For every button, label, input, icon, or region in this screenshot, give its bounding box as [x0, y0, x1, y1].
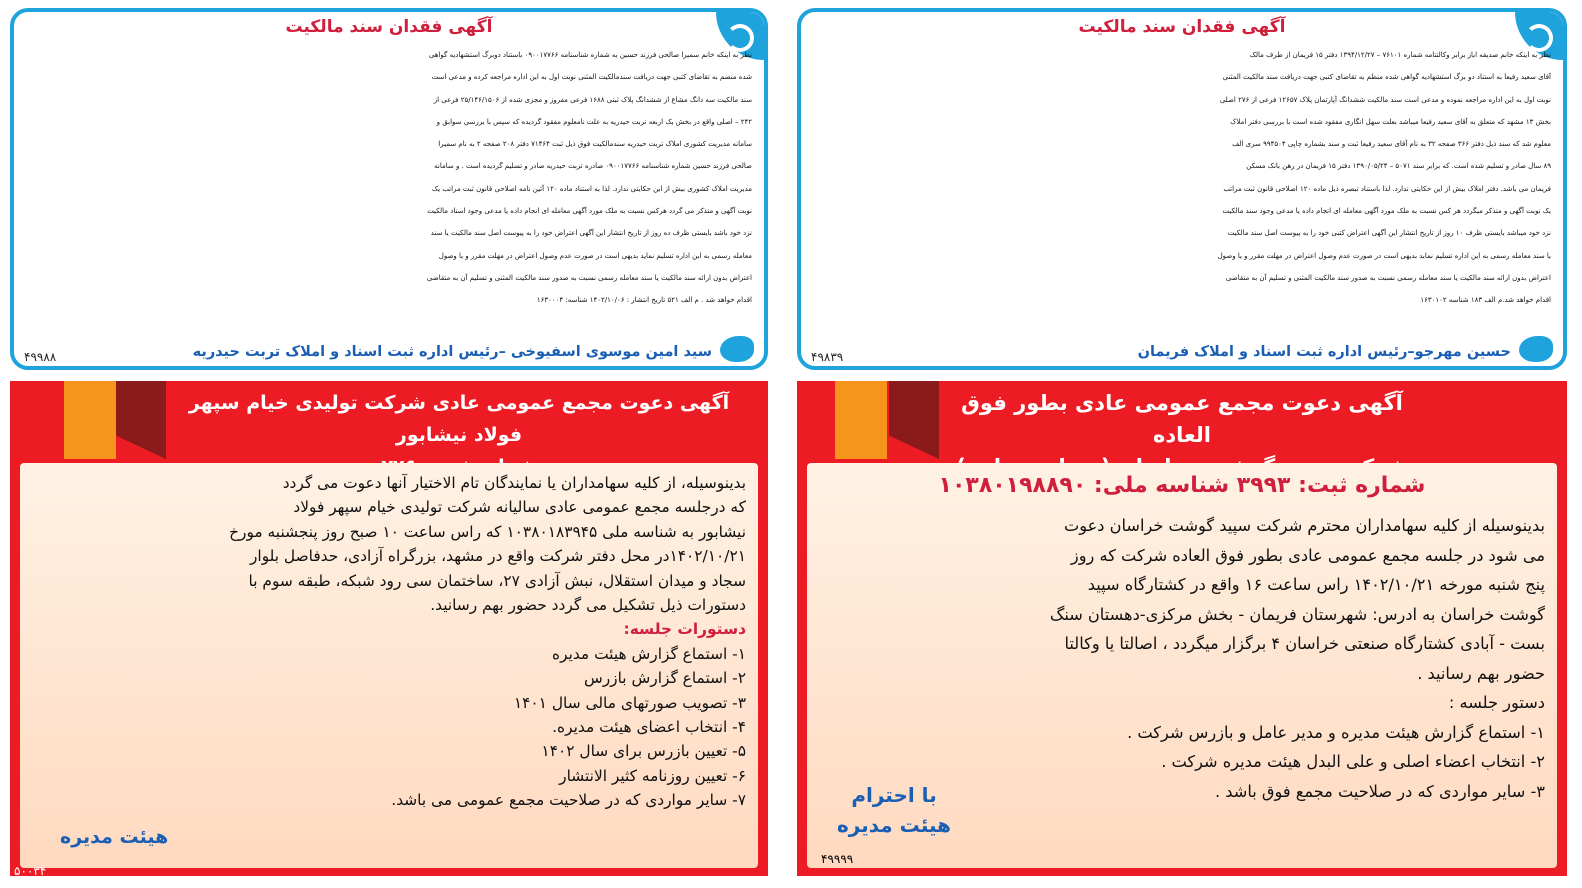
- notice-line: اعتراض بدون ارائه سند مالکیت یا سند معامله رسمی نسبت به صدور سند مالکیت المثنی و تسلیم آن به متقاضی: [426, 273, 752, 282]
- notice-line: شده منضم به تقاضای کتبی جهت دریافت سندمالکیت المثنی نوبت اول به این اداره مراجعه کرده و مدعی است: [431, 73, 752, 82]
- notice-line: نزد خود باشد بایستی ظرف ده روز از تاریخ انتشار این آگهی اعتراض خود را به پیوست اصل سند مالکیت یا سند: [430, 229, 752, 238]
- ad-code: ۴۹۸۳۹: [811, 350, 844, 364]
- agenda-item: ۷- سایر مواردی که در صلاحیت مجمع عمومی می باشد.: [391, 791, 746, 810]
- notice-body: [26, 44, 752, 312]
- notice-line: دستورات ذیل تشکیل می گردد حضور بهم رسانید.: [430, 596, 746, 615]
- notice-line: بست - آبادی کشتارگاه صنعتی خراسان ۴ برگزار میگردد ، اصالتا یا وکالتا: [1064, 634, 1545, 653]
- notice-line: صالحی فرزند حسین شماره شناسنامه ۰۹۰۰۱۷۷۶۶ صادره تربت حیدریه صادر و تسلیم گردیده است . و سامانه: [434, 162, 752, 171]
- notice-footer: [801, 328, 1563, 366]
- ribbon-orange: [64, 381, 116, 459]
- notice-footer: [14, 328, 764, 366]
- notice-body: [1050, 511, 1545, 806]
- notice-body: [813, 44, 1551, 312]
- agenda-title: دستور جلسه :: [1448, 693, 1545, 712]
- notice-line: حضور بهم رسانید .: [1417, 663, 1545, 683]
- wave-icon: [1519, 336, 1553, 362]
- notice-panel: [20, 463, 758, 868]
- signature: حسین مهرجو–رئیس اداره ثبت اسناد و املاک فریمان: [1137, 344, 1511, 360]
- signature: سید امین موسوی اسفیوخی –رئیس اداره ثبت اسناد و املاک تربت حیدریه: [192, 344, 712, 360]
- agenda-item: ۶- تعیین روزنامه کثیر الانتشار: [559, 766, 746, 785]
- notice-line: ۱۴۰۲/۱۰/۲۱در محل دفتر شرکت واقع در مشهد، بزرگراه آزادی، حدفاصل بلوار: [249, 547, 746, 566]
- ribbon-dark: [116, 381, 166, 459]
- agenda-title: دستورات جلسه:: [623, 620, 746, 639]
- registration-line: شماره ثبت: ۳۹۹۳ شناسه ملی: ۱۰۳۸۰۱۹۸۸۹۰: [938, 473, 1426, 498]
- signoff: هیئت مدیره: [60, 826, 169, 848]
- notice-line: نوبت اول به این اداره مراجعه نموده و مدعی است سند مالکیت ششدانگ آپارتمان پلاک ۱۲۶۵۷ فرعی از ۲۷۶ اصلی: [1219, 95, 1551, 104]
- agenda-item: ۳- سایر مواردی که در صلاحیت مجمع فوق باشد .: [1214, 781, 1545, 801]
- notice-line: نظر به اینکه خانم سمیرا صالحی فرزند حسین به شماره شناسنامه ۰۹۰۰۱۷۷۶۶ باستناد دوبرگ استشهادیه گواهی: [428, 51, 752, 59]
- notice-line: بدینوسیله، از کلیه سهامداران یا نمایندگان تام الاختیار آنها دعوت می گردد: [282, 474, 746, 492]
- notice-line: نیشابور به شناسه ملی ۱۰۳۸۰۱۸۳۹۴۵ که راس ساعت ۱۰ صبح روز پنجشنبه مورخ: [229, 522, 746, 541]
- signoff-line-2: هیئت مدیره: [837, 813, 952, 837]
- notice-body: [229, 471, 746, 813]
- notice-lost-deed-fariman: [797, 8, 1567, 370]
- agenda-item: ۴- انتخاب اعضای هیئت مدیره.: [552, 718, 746, 737]
- notice-line: سامانه مدیریت کشوری املاک تربت حیدریه سندمالکیت فوق ذیل ثبت ۷۱۴۶۴ دفتر ۲۰۸ صفحه ۲ به نام سمیرا: [438, 140, 752, 149]
- notice-line: معامله رسمی به این اداره تسلیم نماید بدیهی است در صورت عدم وصول اعتراض در مهلت مقرر و یا وصول: [438, 251, 752, 260]
- notice-line: بخش ۱۳ مشهد که متعلق به آقای سعید رفیعا میباشد بعلت سهل انگاری مفقود شده است با بررسی دفتر املاک: [1230, 117, 1551, 126]
- agenda-item: ۱- استماع گزارش هیئت مدیره: [552, 644, 746, 663]
- notice-line: یک نوبت آگهی و متذکر میگردد هر کس نسبت به ملک مورد آگهی معامله ای انجام داده یا مدعی وجود سند مالکیت: [1222, 207, 1551, 216]
- notice-line: که درجلسه مجمع عمومی عادی سالیانه شرکت تولیدی خیام سپهر فولاد: [293, 498, 746, 517]
- heading-line-1: آگهی دعوت مجمع عمومی عادی بطور فوق العاده: [961, 391, 1403, 447]
- notice-line: بدینوسیله از کلیه سهامداران محترم شرکت سپید گوشت خراسان دعوت: [1063, 516, 1545, 535]
- notice-line: اقدام خواهد شد.م الف ۱۸۳ شناسه ۱۶۳۰۱۰۲: [1420, 296, 1551, 305]
- notice-line: نزد خود میباشد بایستی ظرف ۱۰ روز از تاریخ انتشار این آگهی اعتراض کتبی خود را به پیوست اصل سند مالکیت: [1227, 229, 1551, 238]
- notice-meeting-sepid-gousht: [797, 381, 1567, 876]
- ad-code: ۴۹۹۹۹: [821, 852, 854, 866]
- notice-meeting-khayam-sepehr: [10, 381, 768, 876]
- notice-line: نظر به اینکه خانم صدیقه ایاز برابر وکالتنامه شماره ۷۶۱۰۱ – ۱۳۹۴/۱۲/۲۷ دفتر ۱۵ فریمان از طرف مالک: [1249, 51, 1551, 59]
- notice-line: ۲۴۲ – اصلی واقع در بخش یک اربعه تربت حیدریه به علت نامعلوم مفقود گردیده که سپس با بررسی سوابق و: [436, 117, 752, 126]
- agenda-item: ۳- تصویب صورتهای مالی سال ۱۴۰۱: [513, 693, 746, 712]
- notice-line: سجاد و میدان استقلال، نبش آزادی ۲۷، ساختمان سی رود شبکه، طبقه سوم با: [248, 571, 746, 590]
- signoff: [837, 780, 951, 840]
- signoff-line-1: با احترام: [851, 783, 937, 807]
- wave-icon: [720, 336, 754, 362]
- ad-code: ۵۰۰۳۴: [14, 864, 47, 876]
- notice-line: یا سند معامله رسمی به این اداره تسلیم نماید بدیهی است در صورت عدم وصول اعتراض در مهلت مقرر و یا وصول: [1217, 251, 1551, 260]
- notice-line: فریمان می باشد. دفتر املاک بیش از این حکایتی ندارد. لذا باستناد تبصره ذیل ماده ۱۲۰ اصلاحی قانون ثبت مراتب: [1223, 184, 1551, 193]
- notice-line: اقدام خواهد شد . م الف ۵۲۱ تاریخ انتشار : ۱۴۰۲/۱۰/۰۶ شناسه: ۱۶۳۰۰۰۴: [536, 296, 752, 305]
- notice-line: گوشت خراسان به ادرس: شهرستان فریمان - بخش مرکزی-دهستان سنگ: [1049, 604, 1545, 624]
- ribbon-orange: [835, 381, 887, 459]
- ad-code: ۴۹۹۸۸: [24, 350, 57, 364]
- notice-line: ۸۹ سال صادر و تسلیم شده است. که برابر سند ۵۰۷۱ – ۱۳۹۰/۰۵/۲۴ دفتر ۱۵ فریمان در رهن بانک مسکن: [1246, 162, 1551, 171]
- agenda-item: ۲- انتخاب اعضاء اصلی و علی البدل هیئت مدیره شرکت .: [1161, 752, 1545, 771]
- ribbon-dark: [889, 381, 939, 459]
- notice-lost-deed-torbat: [10, 8, 768, 370]
- notice-line: مدیریت املاک کشوری بیش از این حکایتی ندارد. لذا به استناد ماده ۱۲۰ آئین نامه اصلاحی قانون ثبت مراتب یک: [431, 184, 752, 193]
- notice-panel: [807, 463, 1557, 868]
- agenda-item: ۱- استماع گزارش هیئت مدیره و مدیر عامل و بازرس شرکت .: [1127, 722, 1545, 742]
- notice-title: آگهی فقدان سند مالکیت: [1078, 17, 1286, 37]
- agenda-item: ۲- استماع گزارش بازرس: [583, 669, 746, 688]
- notice-line: آقای سعید رفیعا به استناد دو برگ استشهادیه گواهی شده منظم به تقاضای کتبی جهت دریافت سند مالکیت المثنی: [1222, 73, 1551, 82]
- notice-line: اعتراض بدون ارائه سند مالکیت یا سند معامله رسمی نسبت به صدور سند مالکیت المثنی و تسلیم آن به متقاضی: [1225, 273, 1551, 282]
- notice-line: معلوم شد که سند ذیل دفتر ۳۶۶ صفحه ۳۲ به نام آقای سعید رفیعا ثبت و سند بشماره چاپی ۹۹۴۵۰۴ سری الف: [1232, 140, 1551, 149]
- notice-line: پنج شنبه مورخه ۱۴۰۲/۱۰/۲۱ راس ساعت ۱۶ واقع در کشتارگاه سپید: [1087, 575, 1545, 594]
- notice-line: می شود در جلسه مجمع عمومی عادی بطور فوق العاده شرکت که روز: [1070, 545, 1545, 565]
- notice-line: سند مالکیت سه دانگ مشاع از ششدانگ پلاک ثبتی ۱۶۸۸ فرعی مفروز و مجزی شده از ۲۵/۱۴۶/۱۵۰۶ فرعی از: [433, 95, 752, 104]
- heading-line-1: آگهی دعوت مجمع عمومی عادی شرکت تولیدی خیام سپهر فولاد نیشابور: [188, 392, 730, 446]
- notice-line: نوبت آگهی و متذکر می گردد هرکس نسبت به ملک مورد آگهی معامله ای انجام داده یا مدعی وجود اسناد مالکیت: [427, 207, 752, 216]
- notice-title: آگهی فقدان سند مالکیت: [285, 17, 493, 37]
- agenda-item: ۵- تعیین بازرس برای سال ۱۴۰۲: [541, 742, 746, 761]
